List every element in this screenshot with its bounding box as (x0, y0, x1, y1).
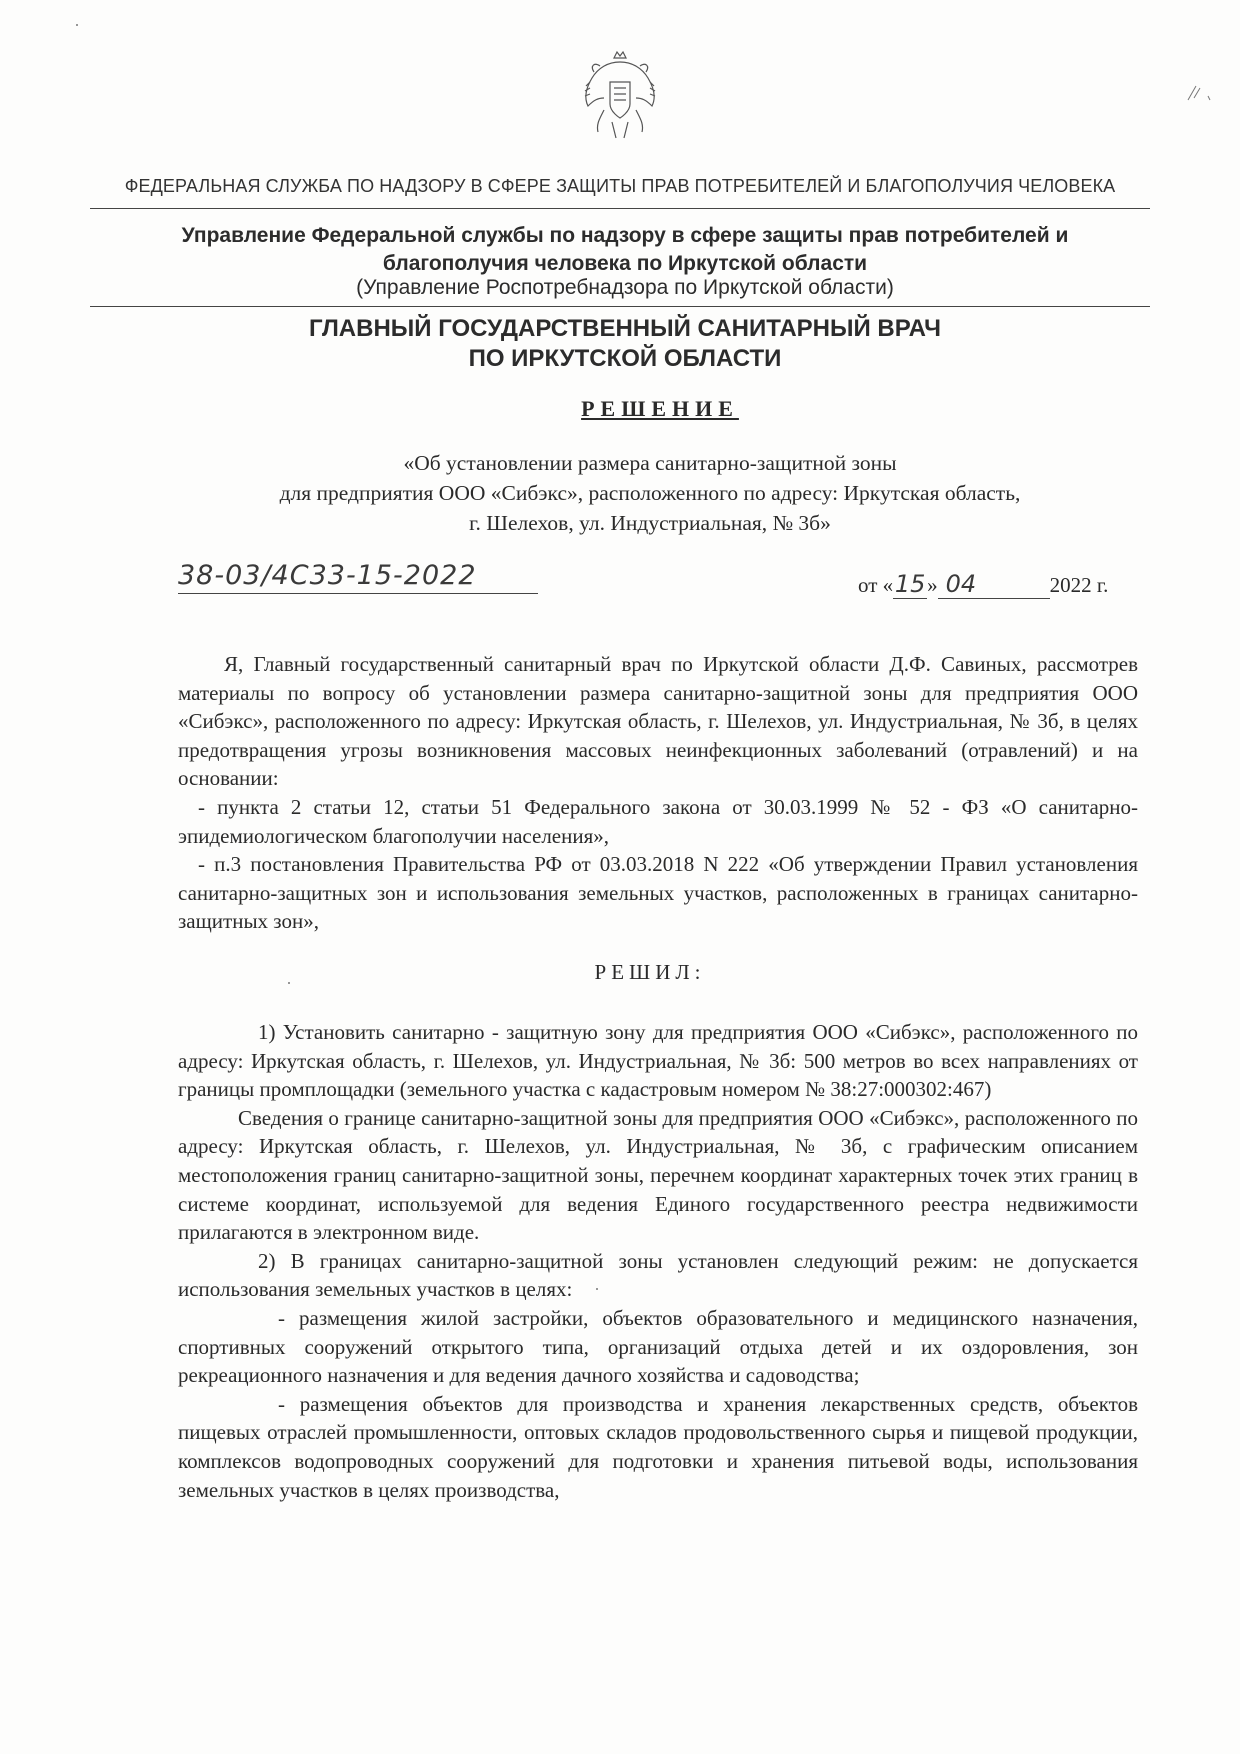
header-divider-bottom (90, 306, 1150, 307)
date-day: 15 (894, 570, 926, 598)
header-divider-top (90, 208, 1150, 209)
date-month: 04 (938, 570, 1050, 599)
department-line-1: Управление Федеральной службы по надзору в сфере защиты прав потребителей и (181, 224, 1069, 247)
date-prefix: от « (858, 573, 894, 597)
pen-mark-icon (1180, 78, 1220, 108)
chief-line-1: ГЛАВНЫЙ ГОСУДАРСТВЕННЫЙ САНИТАРНЫЙ ВРАЧ (308, 315, 942, 342)
scan-speck (76, 24, 78, 26)
department-short-name: (Управление Роспотребнадзора по Иркутской области) (356, 276, 894, 299)
item-paragraph-3: 2) В границах санитарно-защитной зоны установлен следующий режим: не допускается использования земельных участков в целях: (178, 1248, 1138, 1302)
scan-speck (288, 982, 290, 984)
date-separator: » (927, 573, 938, 597)
agency-name: ФЕДЕРАЛЬНАЯ СЛУЖБА ПО НАДЗОРУ В СФЕРЕ ЗАЩИТЫ ПРАВ ПОТРЕБИТЕЛЕЙ И БЛАГОПОЛУЧИЯ ЧЕЛОВЕКА (124, 176, 1116, 196)
item-paragraph-2: Сведения о границе санитарно-защитной зоны для предприятия ООО «Сибэкс», расположенного по адресу: Иркутская область, г. Шелехов, ул. Индустриальная, № 3б, с графическим описанием местоположения границ санитарно-защитной зоны, перечнем координат характерных точек этих границ в системе координат, используемой для ведения Единого государственного реестра недвижимости прилагаются в электронном виде. (178, 1105, 1138, 1245)
resolved-heading: РЕШИЛ: (594, 960, 706, 984)
chief-title (100, 314, 1150, 374)
department-name (100, 222, 1150, 278)
registration-number: 38-03/4С33-15-2022 (178, 560, 538, 594)
subject-line-1: «Об установлении размера санитарно-защитной зоны (403, 451, 897, 475)
chief-line-2: ПО ИРКУТСКОЙ ОБЛАСТИ (468, 345, 782, 372)
preamble (178, 650, 1138, 936)
item-paragraph-1: 1) Установить санитарно - защитную зону для предприятия ООО «Сибэкс», расположенного по адресу: Иркутская область, г. Шелехов, ул. Индустриальная, № 3б: 500 метров во всех направлениях от границы промплощадки (земельного участка с кадастровым номером № 38:27:000302:467) (178, 1020, 1138, 1102)
preamble-paragraph-2: - пункта 2 статьи 12, статьи 51 Федерального закона от 30.03.1999 № 52 - ФЗ «О санитарно-эпидемиологическом благополучии населения», (178, 794, 1138, 848)
preamble-paragraph-3: - п.3 постановления Правительства РФ от 03.03.2018 N 222 «Об утверждении Правил установления санитарно-защитных зон и использования земельных участков, расположенных в границах санитарно-защитных зон», (178, 852, 1138, 934)
date-year: 2022 г. (1049, 573, 1109, 597)
item-paragraph-4: - размещения жилой застройки, объектов образовательного и медицинского назначения, спортивных сооружений открытого типа, организаций отдыха детей и их оздоровления, зон рекреационного назначения и для ведения дачного хозяйства и садоводства; (178, 1305, 1138, 1388)
decision-items (178, 1018, 1138, 1504)
scan-speck (596, 1288, 598, 1290)
preamble-paragraph-1: Я, Главный государственный санитарный врач по Иркутской области Д.Ф. Савиных, рассмотрев материалы по вопросу об установлении размера санитарно-защитной зоны для предприятия ООО «Сибэкс», расположенного по адресу: Иркутская область, г. Шелехов, ул. Индустриальная, № 3б, в целях предотвращения угрозы возникновения массовых неинфекционных заболеваний (отравлений) и на основании: (178, 652, 1138, 791)
decision-date (858, 570, 1108, 599)
coat-of-arms-icon (578, 48, 662, 144)
decision-title: РЕШЕНИЕ (581, 396, 739, 421)
decision-subject (180, 448, 1120, 538)
department-line-2: благополучия человека по Иркутской области (382, 252, 868, 275)
subject-line-3: г. Шелехов, ул. Индустриальная, № 3б» (469, 511, 831, 535)
item-paragraph-5: - размещения объектов для производства и хранения лекарственных средств, объектов пищевых отраслей промышленности, оптовых складов продовольственного сырья и пищевой продукции, комплексов водопроводных сооружений для подготовки и хранения питьевой воды, использования земельных участков в целях производства, (178, 1391, 1138, 1502)
subject-line-2: для предприятия ООО «Сибэкс», расположенного по адресу: Иркутская область, (279, 481, 1021, 505)
